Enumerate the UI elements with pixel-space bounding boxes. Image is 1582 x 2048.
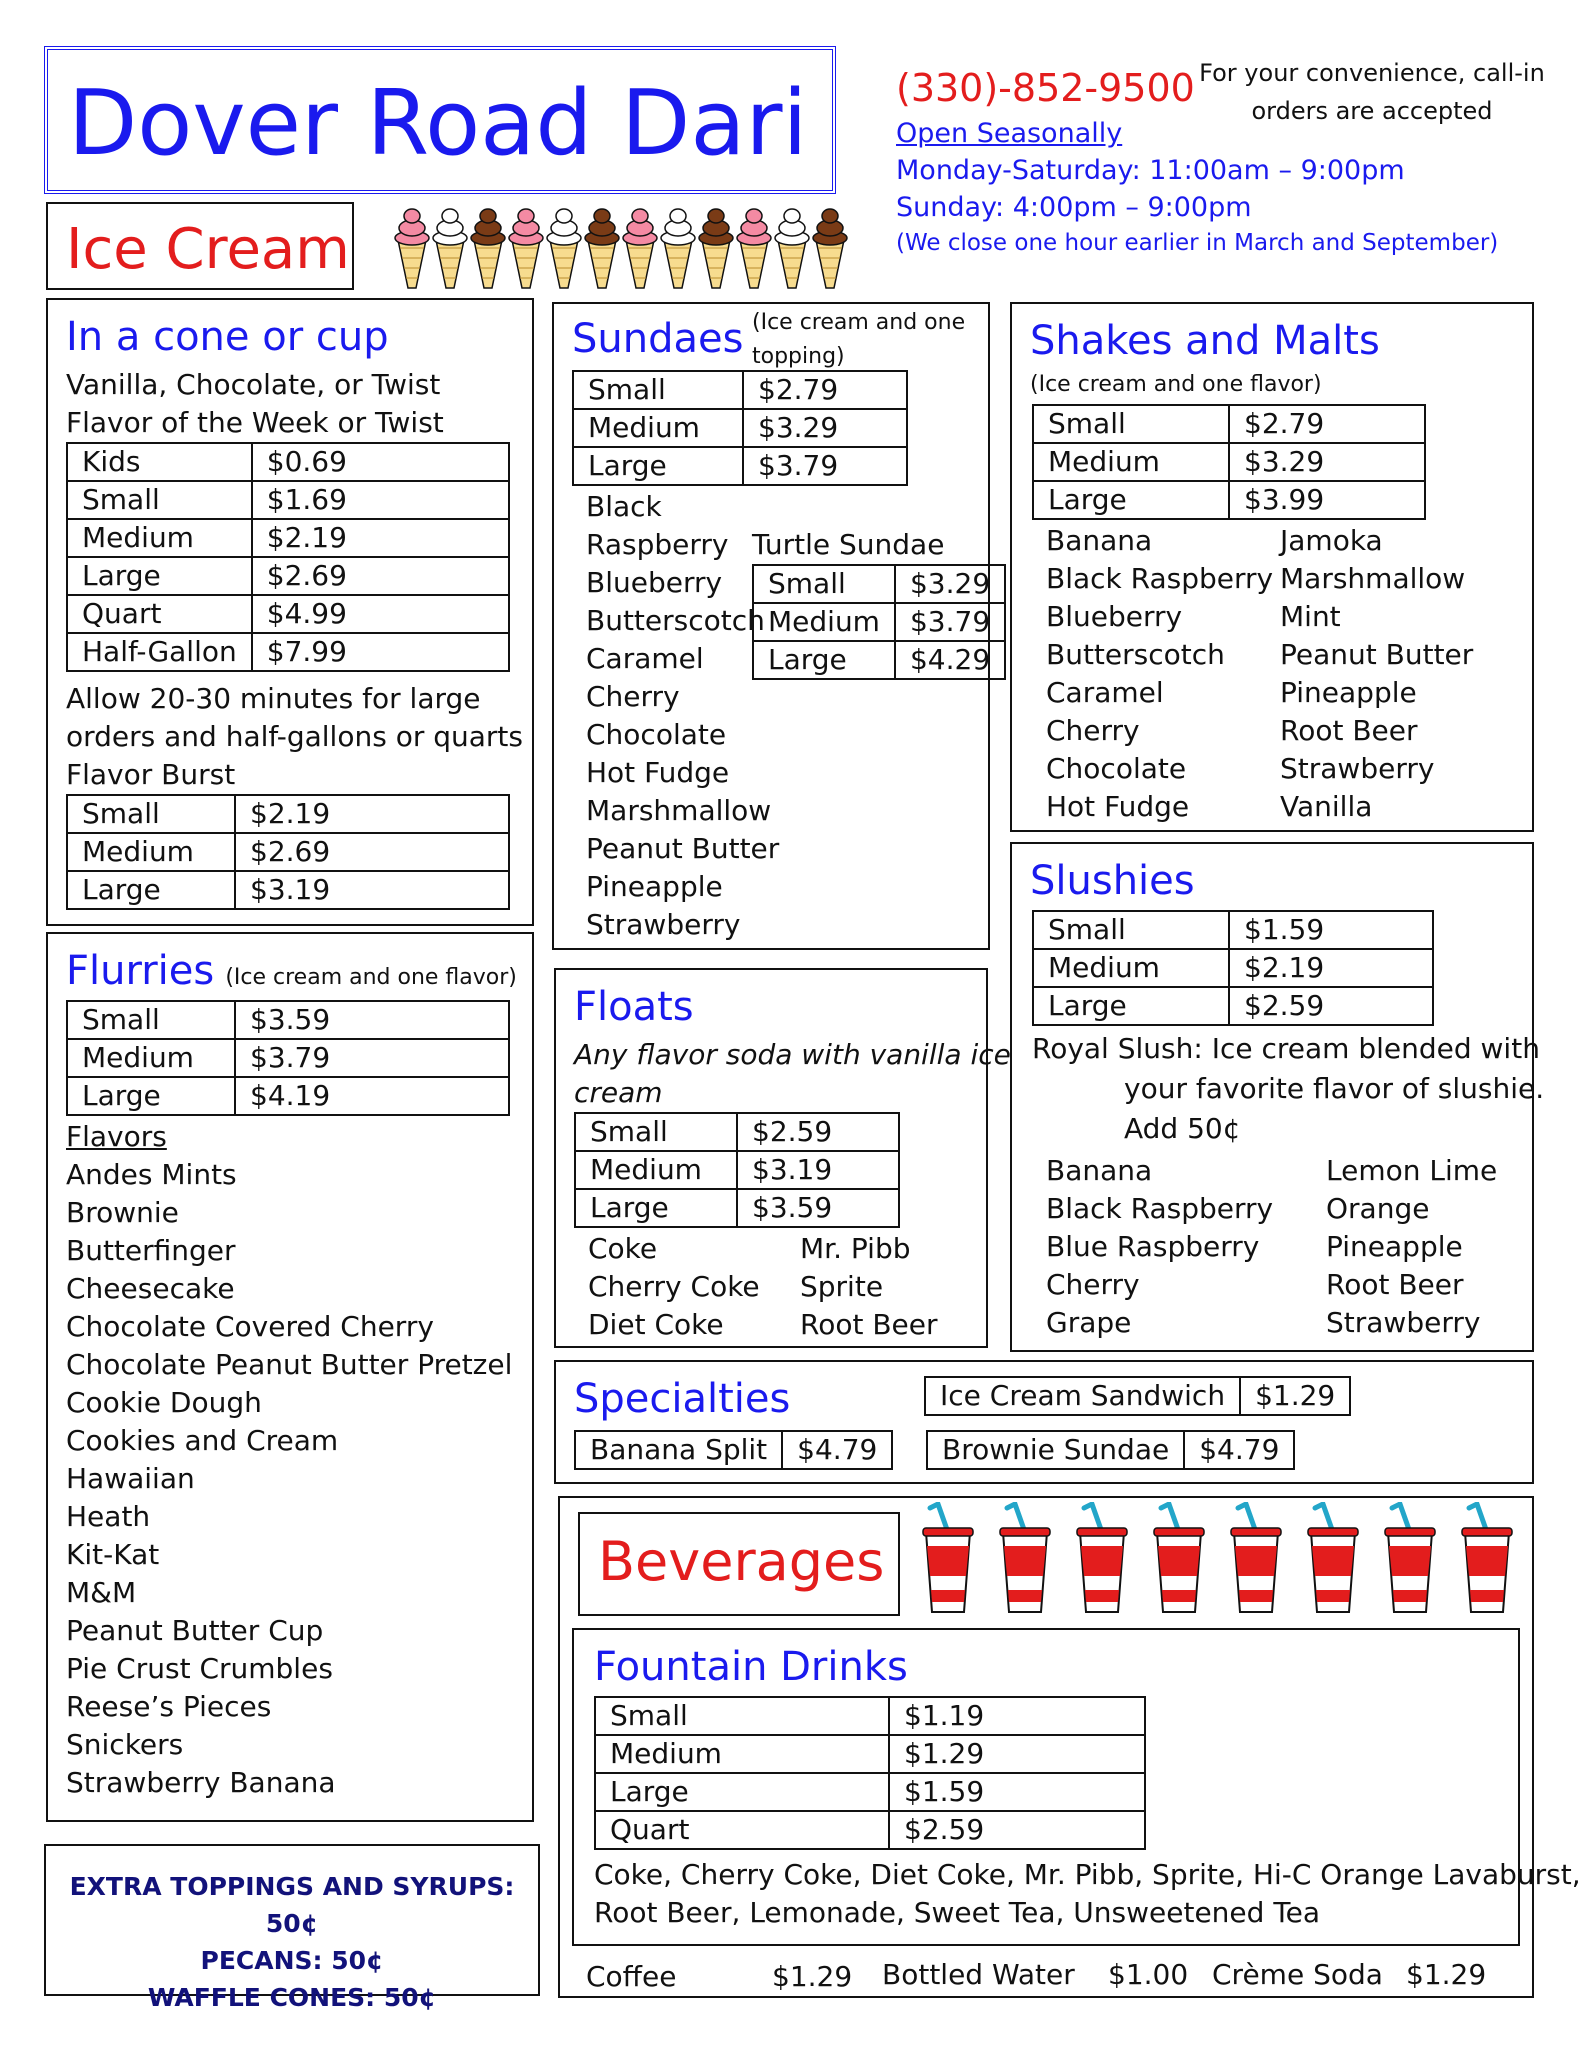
banana-split-label: Banana Split bbox=[575, 1431, 782, 1469]
size-label: Large bbox=[67, 871, 235, 909]
sundae-topping-list bbox=[586, 488, 779, 944]
floats-description bbox=[574, 1036, 1011, 1112]
list-item: M&M bbox=[66, 1576, 137, 1609]
coffee-price: $1.29 bbox=[772, 1960, 853, 1993]
fountain-drinks-price-table bbox=[594, 1696, 1146, 1850]
list-item: Andes Mints bbox=[66, 1158, 237, 1191]
list-item: Cookie Dough bbox=[66, 1386, 262, 1419]
specialties-title: Specialties bbox=[574, 1376, 791, 1422]
price-value: $2.59 bbox=[1229, 987, 1433, 1025]
list-item: Brownie bbox=[66, 1196, 179, 1229]
beverages-title: Beverages bbox=[598, 1530, 885, 1593]
list-item: Banana bbox=[1046, 524, 1153, 557]
hours-weekday: Monday-Saturday: 11:00am – 9:00pm bbox=[896, 155, 1405, 186]
ice-cream-cone-icon bbox=[585, 209, 619, 288]
list-item: Mint bbox=[1280, 600, 1341, 633]
size-label: Large bbox=[1033, 481, 1229, 519]
open-seasonally-link[interactable]: Open Seasonally bbox=[896, 118, 1123, 149]
list-item: Cherry bbox=[1046, 1268, 1140, 1301]
flurries-flavors-label: Flavors bbox=[66, 1120, 167, 1153]
price-value: $2.79 bbox=[1229, 405, 1425, 443]
slushies-flavor-list-right bbox=[1326, 1152, 1497, 1342]
list-item: Jamoka bbox=[1280, 524, 1383, 557]
price-value: $3.29 bbox=[743, 409, 907, 447]
royal-slush-line3: Add 50¢ bbox=[1124, 1112, 1241, 1145]
soda-cup-icon bbox=[1385, 1504, 1435, 1612]
price-value: $3.19 bbox=[235, 871, 509, 909]
list-item: Peanut Butter bbox=[1280, 638, 1474, 671]
price-value: $2.69 bbox=[252, 557, 509, 595]
list-item: Butterscotch bbox=[586, 604, 765, 637]
price-value: $1.59 bbox=[889, 1773, 1145, 1811]
list-item: Chocolate bbox=[586, 718, 727, 751]
list-item: Chocolate Covered Cherry bbox=[66, 1310, 434, 1343]
soda-cup-icon bbox=[1077, 1504, 1127, 1612]
shakes-price-table bbox=[1032, 404, 1426, 520]
list-item: Mr. Pibb bbox=[800, 1232, 911, 1265]
price-value: $3.59 bbox=[235, 1001, 509, 1039]
price-value: $2.19 bbox=[252, 519, 509, 557]
banana-split-value: $4.79 bbox=[782, 1431, 892, 1469]
list-item: Grape bbox=[1046, 1306, 1132, 1339]
list-item: Marshmallow bbox=[1280, 562, 1466, 595]
price-value: $2.19 bbox=[235, 795, 509, 833]
turtle-sundae-title: Turtle Sundae bbox=[752, 528, 945, 561]
price-value: $2.19 bbox=[1229, 949, 1433, 987]
size-label: Medium bbox=[575, 1151, 737, 1189]
list-item: Hawaiian bbox=[66, 1462, 195, 1495]
price-value: $2.59 bbox=[737, 1113, 899, 1151]
size-label: Small bbox=[575, 1113, 737, 1151]
list-item: Black Raspberry bbox=[1046, 562, 1274, 595]
flurries-heading bbox=[66, 948, 517, 994]
page-title: Dover Road Dari bbox=[68, 71, 808, 176]
sundaes-title: Sundaes bbox=[572, 316, 744, 362]
price-row bbox=[575, 1189, 899, 1227]
price-row bbox=[573, 447, 907, 485]
ice-cream-sandwich-price bbox=[924, 1376, 1351, 1416]
list-item: Root Beer bbox=[800, 1308, 938, 1341]
size-label: Small bbox=[1033, 405, 1229, 443]
list-item: Peanut Butter Cup bbox=[66, 1614, 324, 1647]
phone-number[interactable]: (330)-852-9500 bbox=[896, 66, 1195, 110]
brownie-sundae-label: Brownie Sundae bbox=[927, 1431, 1184, 1469]
ice-cream-sandwich-value: $1.29 bbox=[1240, 1377, 1350, 1415]
ice-cream-cone-icon bbox=[547, 209, 581, 288]
price-value: $4.29 bbox=[895, 641, 1005, 679]
list-item: Coke bbox=[588, 1232, 658, 1265]
ice-cream-cone-icon bbox=[813, 209, 847, 288]
cone-note2: orders and half-gallons or quarts bbox=[66, 720, 523, 753]
royal-slush-line2: your favorite flavor of slushie. bbox=[1124, 1072, 1545, 1105]
price-value: $1.29 bbox=[889, 1735, 1145, 1773]
list-item: Snickers bbox=[66, 1728, 184, 1761]
bottled-water-label: Bottled Water bbox=[882, 1958, 1075, 1991]
extras-pecans: PECANS: 50¢ bbox=[200, 1946, 384, 1975]
price-value: $3.59 bbox=[737, 1189, 899, 1227]
price-row bbox=[67, 481, 509, 519]
size-label: Medium bbox=[67, 833, 235, 871]
size-label: Medium bbox=[573, 409, 743, 447]
soda-cup-row bbox=[922, 1502, 1526, 1618]
size-label: Large bbox=[67, 557, 252, 595]
brownie-sundae-value: $4.79 bbox=[1184, 1431, 1294, 1469]
price-value: $3.29 bbox=[1229, 443, 1425, 481]
list-item: Pineapple bbox=[586, 870, 723, 903]
price-row bbox=[1033, 987, 1433, 1025]
list-item: Heath bbox=[66, 1500, 151, 1533]
floats-title: Floats bbox=[574, 984, 694, 1030]
list-item: Butterscotch bbox=[1046, 638, 1225, 671]
price-row bbox=[67, 443, 509, 481]
price-value: $3.79 bbox=[743, 447, 907, 485]
price-value: $1.19 bbox=[889, 1697, 1145, 1735]
price-value: $3.29 bbox=[895, 565, 1005, 603]
price-row bbox=[753, 603, 1005, 641]
cone-note1: Allow 20-30 minutes for large bbox=[66, 682, 481, 715]
soda-cup-icon bbox=[1000, 1504, 1050, 1612]
cone-title: In a cone or cup bbox=[66, 314, 389, 360]
flurries-flavor-list bbox=[66, 1156, 512, 1802]
list-item: Blueberry bbox=[1046, 600, 1183, 633]
list-item: Black Raspberry bbox=[1046, 1192, 1274, 1225]
list-item: Strawberry bbox=[1280, 752, 1435, 785]
flavor-burst-price-table bbox=[66, 794, 510, 910]
price-row bbox=[1033, 443, 1425, 481]
size-label: Medium bbox=[595, 1735, 889, 1773]
list-item: Pineapple bbox=[1280, 676, 1417, 709]
price-row bbox=[67, 1077, 509, 1115]
price-value: $7.99 bbox=[252, 633, 509, 671]
flurries-subtitle: (Ice cream and one flavor) bbox=[225, 965, 517, 990]
bottled-water-price: $1.00 bbox=[1108, 1958, 1189, 1991]
ice-cream-cone-icon bbox=[395, 209, 429, 288]
list-item: Hot Fudge bbox=[1046, 790, 1190, 823]
fountain-drinks-list-line1: Coke, Cherry Coke, Diet Coke, Mr. Pibb, Sprite, Hi-C Orange Lavaburst, bbox=[594, 1858, 1581, 1891]
brownie-sundae-price bbox=[926, 1430, 1295, 1470]
price-value: $3.79 bbox=[235, 1039, 509, 1077]
list-item: Root Beer bbox=[1326, 1268, 1464, 1301]
list-item: Pineapple bbox=[1326, 1230, 1463, 1263]
floats-soda-list-right bbox=[800, 1230, 938, 1344]
hours-sunday: Sunday: 4:00pm – 9:00pm bbox=[896, 192, 1252, 223]
size-label: Large bbox=[595, 1773, 889, 1811]
list-item: Cherry Coke bbox=[588, 1270, 760, 1303]
extras-text bbox=[44, 1868, 540, 2016]
coffee-label: Coffee bbox=[586, 1960, 677, 1993]
turtle-sundae-price-table bbox=[752, 564, 1006, 680]
size-label: Small bbox=[595, 1697, 889, 1735]
shakes-flavor-list-right bbox=[1280, 522, 1473, 826]
price-value: $2.69 bbox=[235, 833, 509, 871]
price-value: $2.79 bbox=[743, 371, 907, 409]
list-item: Pie Crust Crumbles bbox=[66, 1652, 333, 1685]
size-label: Medium bbox=[67, 1039, 235, 1077]
size-label: Small bbox=[67, 795, 235, 833]
list-item: Strawberry bbox=[1326, 1306, 1481, 1339]
size-label: Large bbox=[573, 447, 743, 485]
list-item: Caramel bbox=[586, 642, 704, 675]
list-item: Blueberry bbox=[586, 566, 723, 599]
size-label: Medium bbox=[1033, 949, 1229, 987]
price-row bbox=[573, 409, 907, 447]
ice-cream-cone-icon bbox=[699, 209, 733, 288]
list-item: Strawberry Banana bbox=[66, 1766, 336, 1799]
size-label: Kids bbox=[67, 443, 252, 481]
floats-price-table bbox=[574, 1112, 900, 1228]
ice-cream-cone-icon bbox=[433, 209, 467, 288]
price-row bbox=[67, 1001, 509, 1039]
price-row bbox=[67, 557, 509, 595]
price-row bbox=[753, 565, 1005, 603]
size-label: Small bbox=[67, 1001, 235, 1039]
price-value: $3.79 bbox=[895, 603, 1005, 641]
flurries-price-table bbox=[66, 1000, 510, 1116]
price-row bbox=[1033, 405, 1425, 443]
list-item: Hot Fudge bbox=[586, 756, 730, 789]
shakes-title: Shakes and Malts bbox=[1030, 318, 1380, 364]
list-item: Peanut Butter bbox=[586, 832, 780, 865]
list-item: Cookies and Cream bbox=[66, 1424, 339, 1457]
list-item: Cherry bbox=[586, 680, 680, 713]
size-label: Small bbox=[753, 565, 895, 603]
soda-cup-icon bbox=[1154, 1504, 1204, 1612]
price-row bbox=[575, 1113, 899, 1151]
price-row bbox=[595, 1811, 1145, 1849]
list-item: Root Beer bbox=[1280, 714, 1418, 747]
size-label: Large bbox=[575, 1189, 737, 1227]
size-label: Half-Gallon bbox=[67, 633, 252, 671]
list-item: Cherry bbox=[1046, 714, 1140, 747]
slushies-title: Slushies bbox=[1030, 858, 1195, 904]
size-label: Medium bbox=[1033, 443, 1229, 481]
price-row bbox=[67, 795, 509, 833]
floats-desc-line1: Any flavor soda with vanilla ice bbox=[574, 1038, 1011, 1071]
list-item: Kit-Kat bbox=[66, 1538, 160, 1571]
size-label: Large bbox=[1033, 987, 1229, 1025]
banana-split-price bbox=[574, 1430, 893, 1470]
size-label: Small bbox=[573, 371, 743, 409]
sundaes-subtitle-line1: (Ice cream and one bbox=[752, 310, 966, 335]
price-row bbox=[67, 871, 509, 909]
price-value: $3.19 bbox=[737, 1151, 899, 1189]
list-item: Blue Raspberry bbox=[1046, 1230, 1260, 1263]
list-item: Marshmallow bbox=[586, 794, 772, 827]
price-row bbox=[573, 371, 907, 409]
soda-cup-icon bbox=[1231, 1504, 1281, 1612]
price-row bbox=[595, 1773, 1145, 1811]
price-row bbox=[1033, 949, 1433, 987]
shakes-subtitle: (Ice cream and one flavor) bbox=[1030, 372, 1322, 397]
price-row bbox=[753, 641, 1005, 679]
fountain-drinks-list-line2: Root Beer, Lemonade, Sweet Tea, Unsweetened Tea bbox=[594, 1896, 1321, 1929]
shakes-flavor-list-left bbox=[1046, 522, 1273, 826]
ice-cream-cone-icon bbox=[661, 209, 695, 288]
price-row bbox=[595, 1697, 1145, 1735]
price-row bbox=[67, 633, 509, 671]
callin-note bbox=[1196, 54, 1548, 130]
floats-desc-line2: cream bbox=[574, 1076, 663, 1109]
royal-slush-line1: Royal Slush: Ice cream blended with bbox=[1032, 1032, 1540, 1065]
list-item: Vanilla bbox=[1280, 790, 1373, 823]
flavor-burst-label: Flavor Burst bbox=[66, 758, 236, 791]
sundaes-price-table bbox=[572, 370, 908, 486]
floats-soda-list-left bbox=[588, 1230, 760, 1344]
price-row bbox=[67, 595, 509, 633]
soda-cup-icon bbox=[923, 1504, 973, 1612]
fountain-drinks-title: Fountain Drinks bbox=[594, 1644, 908, 1690]
ice-cream-sandwich-label: Ice Cream Sandwich bbox=[925, 1377, 1240, 1415]
extras-toppings: EXTRA TOPPINGS AND SYRUPS: 50¢ bbox=[69, 1872, 515, 1938]
creme-soda-label: Crème Soda bbox=[1212, 1958, 1383, 1991]
cone-price-table bbox=[66, 442, 510, 672]
list-item: Chocolate Peanut Butter Pretzel bbox=[66, 1348, 513, 1381]
size-label: Quart bbox=[595, 1811, 889, 1849]
list-item: Diet Coke bbox=[588, 1308, 724, 1341]
list-item: Caramel bbox=[1046, 676, 1164, 709]
sundaes-subtitle bbox=[752, 306, 965, 374]
price-row bbox=[575, 1151, 899, 1189]
list-item: Butterfinger bbox=[66, 1234, 236, 1267]
price-value: $1.69 bbox=[252, 481, 509, 519]
list-item: Chocolate bbox=[1046, 752, 1187, 785]
callin-note-text: For your convenience, call-in orders are accepted bbox=[1199, 59, 1545, 125]
price-row bbox=[67, 1039, 509, 1077]
price-row bbox=[67, 833, 509, 871]
price-row bbox=[1033, 481, 1425, 519]
price-value: $4.19 bbox=[235, 1077, 509, 1115]
price-row bbox=[1033, 911, 1433, 949]
size-label: Medium bbox=[753, 603, 895, 641]
hours-note: (We close one hour earlier in March and September) bbox=[896, 230, 1499, 256]
ice-cream-cone-icon bbox=[509, 209, 543, 288]
slushies-flavor-list-left bbox=[1046, 1152, 1273, 1342]
size-label: Large bbox=[753, 641, 895, 679]
creme-soda-price: $1.29 bbox=[1406, 1958, 1487, 1991]
price-value: $0.69 bbox=[252, 443, 509, 481]
list-item: Lemon Lime bbox=[1326, 1154, 1498, 1187]
ice-cream-cone-icon bbox=[471, 209, 505, 288]
flurries-title: Flurries bbox=[66, 948, 215, 994]
list-item: Banana bbox=[1046, 1154, 1153, 1187]
sundaes-subtitle-line2: topping) bbox=[752, 344, 845, 369]
ice-cream-cone-icon bbox=[775, 209, 809, 288]
soda-cup-icon bbox=[1308, 1504, 1358, 1612]
list-item: Sprite bbox=[800, 1270, 884, 1303]
size-label: Medium bbox=[67, 519, 252, 557]
price-value: $3.99 bbox=[1229, 481, 1425, 519]
cone-line2: Flavor of the Week or Twist bbox=[66, 406, 444, 439]
size-label: Small bbox=[67, 481, 252, 519]
list-item: Reese’s Pieces bbox=[66, 1690, 272, 1723]
price-value: $4.99 bbox=[252, 595, 509, 633]
size-label: Quart bbox=[67, 595, 252, 633]
list-item: Black bbox=[586, 490, 662, 523]
list-item: Strawberry bbox=[586, 908, 741, 941]
ice-cream-title: Ice Cream bbox=[66, 217, 350, 282]
price-row bbox=[595, 1735, 1145, 1773]
price-value: $2.59 bbox=[889, 1811, 1145, 1849]
price-value: $1.59 bbox=[1229, 911, 1433, 949]
extras-waffle-cones: WAFFLE CONES: 50¢ bbox=[147, 1983, 437, 2012]
slushies-price-table bbox=[1032, 910, 1434, 1026]
list-item: Orange bbox=[1326, 1192, 1430, 1225]
soda-cup-icon bbox=[1462, 1504, 1512, 1612]
list-item: Raspberry bbox=[586, 528, 729, 561]
price-row bbox=[67, 519, 509, 557]
cone-line1: Vanilla, Chocolate, or Twist bbox=[66, 368, 441, 401]
ice-cream-cone-icon bbox=[623, 209, 657, 288]
size-label: Small bbox=[1033, 911, 1229, 949]
ice-cream-cone-icon bbox=[737, 209, 771, 288]
list-item: Cheesecake bbox=[66, 1272, 235, 1305]
size-label: Large bbox=[67, 1077, 235, 1115]
ice-cream-cone-row bbox=[390, 202, 850, 292]
